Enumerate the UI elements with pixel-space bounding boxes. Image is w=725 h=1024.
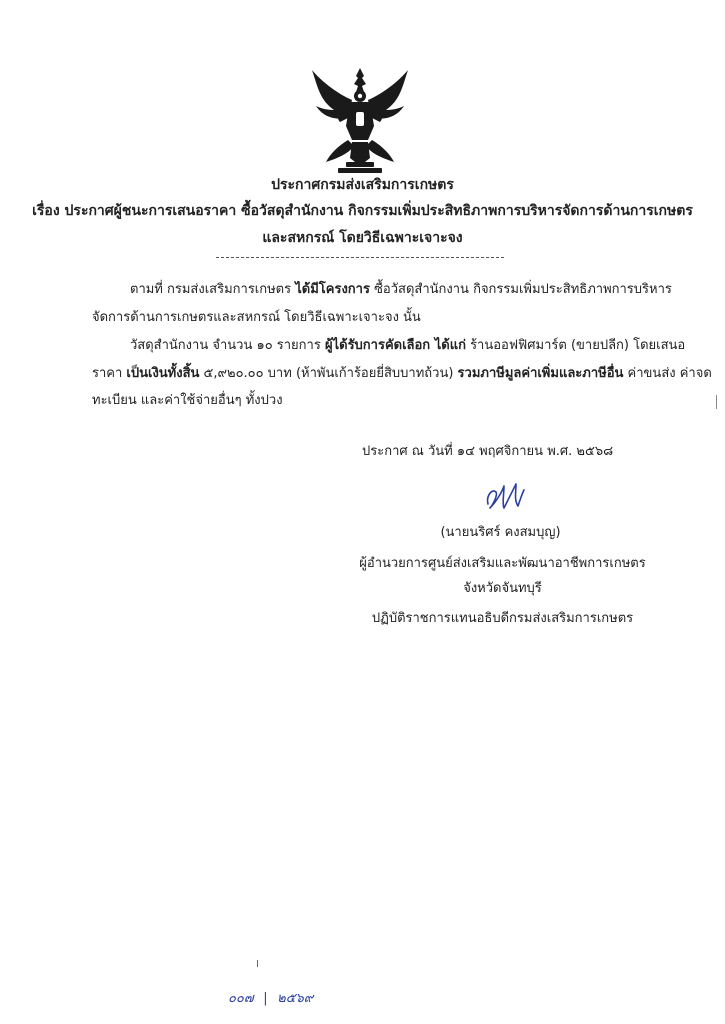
announcement-heading: ประกาศกรมส่งเสริมการเกษตร: [271, 177, 454, 193]
text-segment: วัสดุสำนักงาน จำนวน ๑๐ รายการ: [130, 338, 325, 353]
text-segment: ราคา: [92, 366, 127, 381]
handwritten-signature: [482, 478, 528, 514]
garuda-emblem-icon: [308, 66, 412, 178]
signatory-province: จังหวัดจันทบุรี: [463, 581, 542, 596]
handwritten-reference-number: ๐๐๗ | ๒๕๖๙: [228, 991, 314, 1006]
paragraph-1-line-1: [130, 278, 672, 299]
bold-segment: เป็นเงินทั้งสิ้น: [126, 366, 200, 381]
scan-edge-mark: [716, 395, 717, 409]
scan-mark: [257, 960, 258, 967]
signatory-name: (นายนริศร์ คงสมบุญ): [440, 525, 561, 540]
text-segment: ร้านออฟฟิศมาร์ต (ขายปลีก) โดยเสนอ: [465, 338, 686, 353]
paragraph-2-line-2: [92, 362, 712, 383]
text-segment: ตามที่ กรมส่งเสริมการเกษตร: [130, 282, 296, 297]
text-segment: ค่าขนส่ง ค่าจด: [623, 366, 712, 381]
subject-line: เรื่อง ประกาศผู้ชนะการเสนอราคา ซื้อวัสดุสำนักงาน กิจกรรมเพิ่มประสิทธิภาพการบริหารจัดการด้านการเกษตร: [32, 203, 693, 219]
subject-line-continued: และสหกรณ์ โดยวิธีเฉพาะเจาะจง: [262, 230, 463, 246]
text-segment: ซื้อวัสดุสำนักงาน กิจกรรมเพิ่มประสิทธิภาพการบริหาร: [369, 282, 672, 297]
bold-segment: รวมภาษีมูลค่าเพิ่มและภาษีอื่น: [457, 366, 624, 381]
signatory-acting-for: ปฏิบัติราชการแทนอธิบดีกรมส่งเสริมการเกษตร: [371, 611, 634, 626]
paragraph-1-line-2: จัดการด้านการเกษตรและสหกรณ์ โดยวิธีเฉพาะเจาะจง นั้น: [92, 310, 421, 325]
bold-segment: ผู้ได้รับการคัดเลือก ได้แก่: [324, 338, 466, 353]
paragraph-2-line-3: ทะเบียน และค่าใช้จ่ายอื่นๆ ทั้งปวง: [92, 393, 283, 408]
signatory-position: ผู้อำนวยการศูนย์ส่งเสริมและพัฒนาอาชีพการเกษตร: [359, 556, 646, 571]
bold-segment: ได้มีโครงการ: [295, 282, 370, 297]
announcement-date: ประกาศ ณ วันที่ ๑๔ พฤศจิกายน พ.ศ. ๒๕๖๘: [362, 444, 614, 459]
paragraph-2-line-1: [130, 334, 685, 355]
text-segment: ๕,๙๒๐.๐๐ บาท (ห้าพันเก้าร้อยยี่สิบบาทถ้วน): [199, 366, 458, 381]
dashed-divider: [216, 257, 504, 258]
